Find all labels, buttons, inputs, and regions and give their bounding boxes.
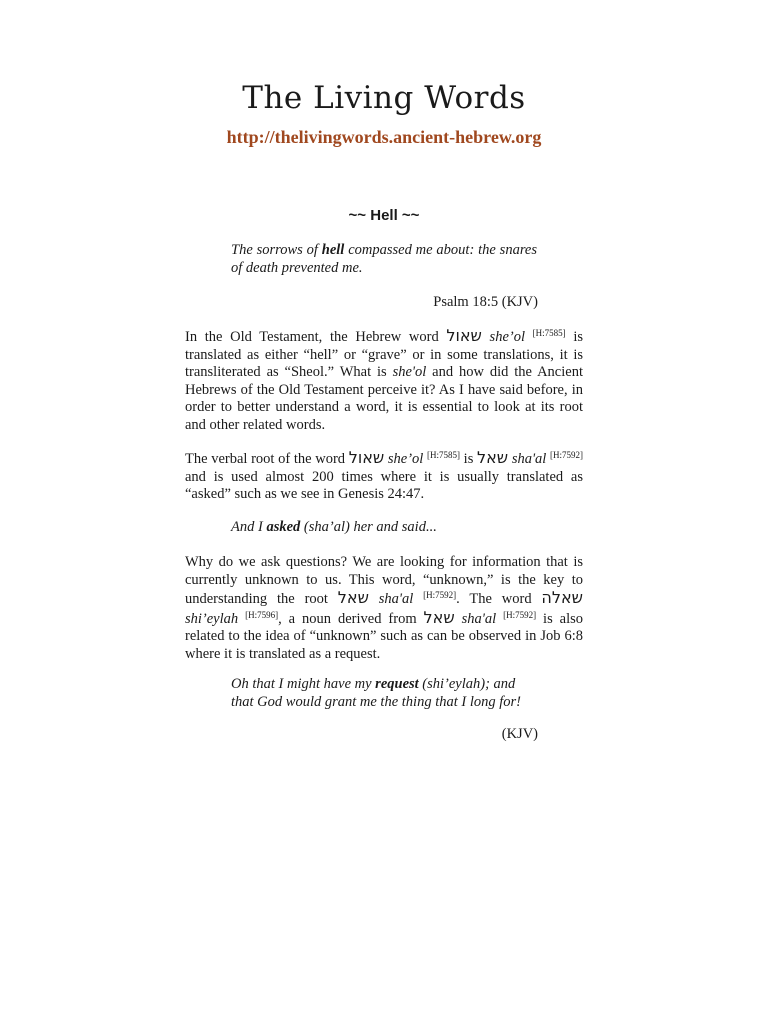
hebrew-word: שאלה [541,588,583,607]
paragraph-verbal-root [185,449,583,504]
quote-text: (shi’eylah); and that God would grant me the thing that I long for! [231,676,521,710]
strongs-ref: [H:7585] [532,328,566,338]
transliteration: she’ol [489,329,525,345]
quote-citation: (KJV) [501,726,538,742]
paragraph-text: In the Old Testament, the Hebrew word [185,329,447,345]
quote-text: And I [231,519,267,535]
paragraph-text: is translated as either “hell” or “grave” or in some translations, it is transliterated as “Sheol.” What is [185,329,583,380]
hebrew-word: שאול [348,448,385,467]
quote-text: Oh that I might have my [231,676,376,692]
transliteration: she’ol [387,451,424,467]
quote-text: The sorrows of [231,242,322,258]
transliteration: shi’eylah [185,610,239,627]
hebrew-word: שאל [423,607,455,627]
hebrew-word: שאל [337,588,369,607]
quote-emphasis: hell [321,242,345,258]
paragraph-text: and is used almost 200 times where it is usually translated as “asked” such as we see in Genesis 24:47. [185,468,583,502]
paragraph-text: is [460,451,478,467]
quote-citation: Psalm 18:5 (KJV) [433,294,538,310]
paragraph-unknown [185,554,583,663]
paragraph-text: . The word [456,591,542,607]
paragraph-text: , a noun derived from [278,610,424,627]
scripture-quote-psalm [231,242,537,277]
strongs-ref: [H:7585] [427,450,460,460]
paragraph-text: The verbal root of the word [185,451,349,467]
hebrew-word: שאול [446,326,482,345]
hebrew-word: שאל [477,448,509,467]
strongs-ref: [H:7592] [503,609,537,620]
strongs-ref: [H:7592] [550,450,584,460]
scripture-quote-genesis [231,519,537,537]
site-url-link[interactable]: http://thelivingwords.ancient-hebrew.org [226,127,542,147]
quote-emphasis: asked [266,519,301,535]
quote-emphasis: request [375,676,419,692]
transliteration: sha'al [461,610,497,627]
quote-text: compassed me about: the snares of death prevented me. [231,242,538,276]
paragraph-intro [185,327,583,434]
transliteration: sha'al [378,591,414,607]
paragraph-text: Why do we ask questions? We are looking for information that is currently unknown to us. This word, “unknown,” is the key to understanding the root [185,554,583,607]
quote-text: (sha’al) her and said... [300,519,437,535]
scripture-quote-job [231,676,537,711]
transliteration: she'ol [392,364,427,380]
section-title: ~~ Hell ~~ [348,207,420,224]
strongs-ref: [H:7592] [423,590,457,600]
paragraph-text: and how did the Ancient Hebrews of the Old Testament perceive it? As I have said before, in order to better understand a word, it is essential to look at its root and other related words. [185,364,583,433]
strongs-ref: [H:7596] [245,609,279,620]
paragraph-text: is also related to the idea of “unknown” such as can be observed in Job 6:8 where it is translated as a request. [185,610,584,662]
site-title: The Living Words [242,80,526,116]
transliteration: sha'al [511,451,547,467]
